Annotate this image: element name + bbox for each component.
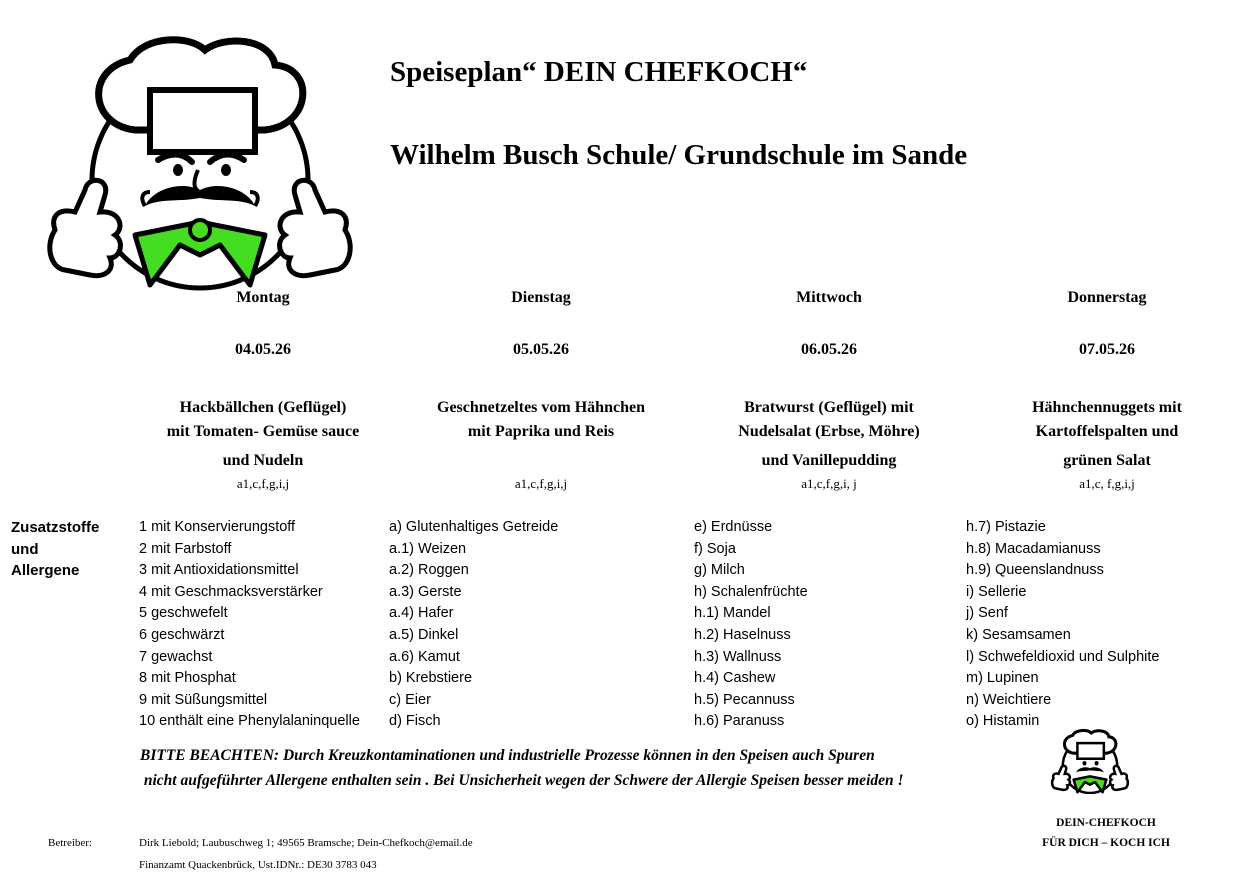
meal-line: und Vanillepudding <box>761 452 897 469</box>
meal-line: Geschnetzeltes vom Hähnchen <box>437 399 645 416</box>
allergen-list-e-h6 <box>694 517 808 733</box>
list-item: k) Sesamsamen <box>966 626 1071 643</box>
list-item: f) Soja <box>694 540 736 557</box>
meal-line: Kartoffelspalten und <box>1035 423 1179 440</box>
allergy-notice <box>140 743 904 793</box>
chef-logo <box>40 30 360 292</box>
meal-line: Hackbällchen (Geflügel) <box>179 399 347 416</box>
list-item: d) Fisch <box>389 713 441 730</box>
allergen-heading-line: Allergene <box>11 562 80 579</box>
list-item: h.8) Macadamianuss <box>966 540 1101 557</box>
brand-name: DEIN-CHEFKOCH <box>1056 817 1156 829</box>
day-name-tuesday: Dienstag <box>511 289 571 306</box>
meal-line: und Nudeln <box>222 452 304 469</box>
list-item: a.4) Hafer <box>389 605 454 622</box>
meal-line: Hähnchennuggets mit <box>1032 399 1182 416</box>
school-name: Wilhelm Busch Schule/ Grundschule im Sande <box>390 139 968 171</box>
list-item: h.1) Mandel <box>694 605 771 622</box>
list-item: i) Sellerie <box>966 583 1027 600</box>
list-item: h.2) Haselnuss <box>694 626 791 643</box>
list-item: h.9) Queenslandnuss <box>966 562 1104 579</box>
operator-address: Dirk Liebold; Laubuschweg 1; 49565 Bramsche; Dein-Chefkoch@email.de <box>139 837 473 849</box>
meal-line: mit Paprika und Reis <box>467 423 615 440</box>
list-item: 4 mit Geschmacksverstärker <box>139 583 323 600</box>
list-item: 3 mit Antioxidationsmittel <box>139 562 299 579</box>
day-name-wednesday: Mittwoch <box>796 289 862 306</box>
list-item: h) Schalenfrüchte <box>694 583 808 600</box>
list-item: 9 mit Süßungsmittel <box>139 691 268 708</box>
allergen-codes-thursday: a1,c, f,g,i,j <box>1079 476 1135 491</box>
meal-line: mit Tomaten- Gemüse sauce <box>166 423 360 440</box>
allergen-list-h7-o <box>966 517 1159 733</box>
list-item: g) Milch <box>694 562 745 579</box>
notice-line: nicht aufgeführter Allergene enthalten sein . Bei Unsicherheit wegen der Schwere der Allergie Speisen besser meiden ! <box>140 772 904 789</box>
brand-tagline: FÜR DICH – KOCH ICH <box>1042 837 1170 849</box>
day-date-tuesday: 05.05.26 <box>513 341 569 358</box>
list-item: 1 mit Konservierungstoff <box>139 519 296 535</box>
brand-slogan <box>1016 813 1196 853</box>
list-item: a.6) Kamut <box>389 648 460 665</box>
day-date-monday: 04.05.26 <box>235 341 291 358</box>
meal-monday <box>123 396 403 473</box>
additives-list <box>139 517 360 733</box>
list-item: l) Schwefeldioxid und Sulphite <box>966 648 1160 665</box>
list-item: 5 geschwefelt <box>139 605 228 622</box>
list-item: a.2) Roggen <box>389 562 469 579</box>
list-item: m) Lupinen <box>966 670 1039 687</box>
list-item: h.4) Cashew <box>694 670 776 687</box>
list-item: h.7) Pistazie <box>966 519 1046 535</box>
allergen-codes-wednesday: a1,c,f,g,i, j <box>801 476 857 491</box>
meal-line: Bratwurst (Geflügel) mit <box>744 399 914 416</box>
list-item: j) Senf <box>966 605 1008 622</box>
meal-thursday <box>967 396 1247 473</box>
allergen-heading-line: Zusatzstoffe <box>11 519 100 536</box>
list-item: 8 mit Phosphat <box>139 670 236 687</box>
allergen-heading <box>11 517 99 582</box>
list-item: e) Erdnüsse <box>694 519 773 535</box>
day-name-thursday: Donnerstag <box>1067 289 1147 306</box>
meal-wednesday <box>689 396 969 473</box>
list-item: a) Glutenhaltiges Getreide <box>389 519 559 535</box>
list-item: a.3) Gerste <box>389 583 462 600</box>
list-item: 6 geschwärzt <box>139 626 225 643</box>
list-item: b) Krebstiere <box>389 670 473 687</box>
list-item: 10 enthält eine Phenylalaninquelle <box>139 713 360 730</box>
meal-tuesday <box>401 396 681 444</box>
allergen-list-a-d <box>389 517 558 733</box>
operator-tax-info: Finanzamt Quackenbrück, Ust.IDNr.: DE30 3783 043 <box>139 859 377 871</box>
list-item: h.3) Wallnuss <box>694 648 782 665</box>
allergen-codes-monday: a1,c,f,g,i,j <box>236 476 290 491</box>
notice-line: BITTE BEACHTEN: Durch Kreuzkontaminationen und industrielle Prozesse können in den Speisen auch Spuren <box>140 747 875 764</box>
page-title: Speiseplan“ DEIN CHEFKOCH“ <box>390 56 808 88</box>
list-item: 2 mit Farbstoff <box>139 540 232 557</box>
list-item: n) Weichtiere <box>966 691 1052 708</box>
list-item: h.6) Paranuss <box>694 713 785 730</box>
operator-label: Betreiber: <box>48 837 92 849</box>
allergen-codes-tuesday: a1,c,f,g,i,j <box>514 476 568 491</box>
list-item: a.1) Weizen <box>389 540 467 557</box>
list-item: c) Eier <box>389 691 431 708</box>
chef-logo-small <box>1048 728 1132 794</box>
day-date-thursday: 07.05.26 <box>1079 341 1135 358</box>
meal-line: Nudelsalat (Erbse, Möhre) <box>738 423 920 440</box>
day-date-wednesday: 06.05.26 <box>801 341 857 358</box>
meal-line: grünen Salat <box>1063 452 1151 469</box>
list-item: 7 gewachst <box>139 648 213 665</box>
list-item: h.5) Pecannuss <box>694 691 795 708</box>
list-item: a.5) Dinkel <box>389 626 459 643</box>
day-name-monday: Montag <box>236 289 290 306</box>
allergen-heading-line: und <box>11 540 39 558</box>
list-item: o) Histamin <box>966 713 1040 730</box>
